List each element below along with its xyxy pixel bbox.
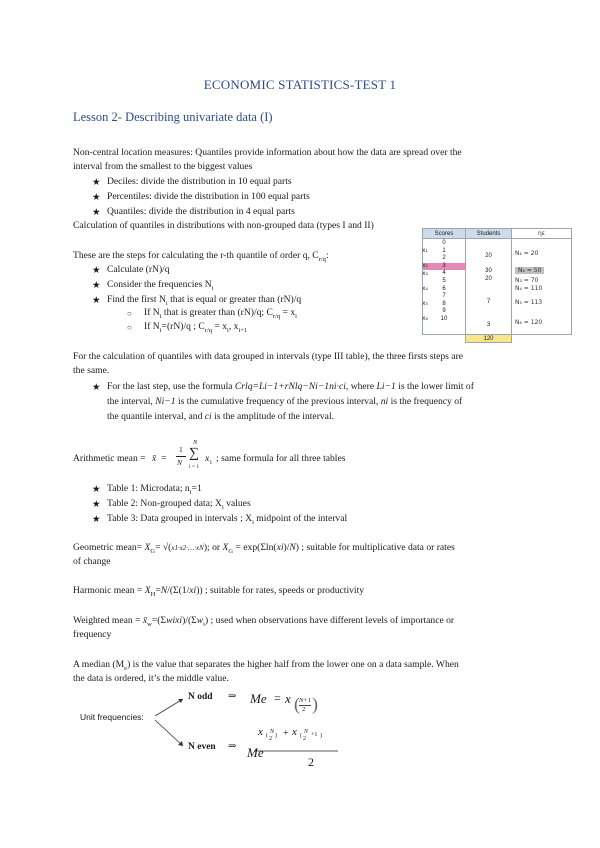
handwritten-mark: x₄ [422, 285, 428, 292]
geometric-mean-line-1: Geometric mean= $X_G=$ √(x1·x2·…·xN); or $X_G = \exp(\Sigma\ln(xi)/N)$ ; suitable for multiplicative data or rates [73, 542, 455, 555]
unit-frequencies-label: Unit frequencies: [80, 712, 144, 722]
quantile-type-percentiles: Percentiles: divide the distribution in 100 equal parts [107, 191, 310, 202]
substep-a: If $N_i$ that is greater than (rN)/q; $C_{r/q} = x_i$ [144, 307, 297, 320]
students-cell: 20 30 20 7 3 [466, 239, 512, 335]
weighted-mean-line-2: frequency [73, 629, 112, 640]
star-bullet-icon: ★ [92, 192, 101, 203]
table-type-3: Table 3: Data grouped in intervals ; $X_i$ midpoint of the interval [107, 513, 348, 526]
steps-intro: These are the steps for calculating the r-th quantile of order q, $C_{r/q}$: [73, 250, 329, 263]
star-bullet-icon: ★ [92, 280, 101, 291]
star-bullet-icon: ★ [92, 514, 101, 525]
page-title: ECONOMIC STATISTICS-TEST 1 [203, 77, 397, 92]
handwritten-notes-cell: N₁ = 20 N₂ = 50 N₃ = 70 N₄ = 110 N₅ = 113 N₆ = 120 [512, 239, 572, 335]
median-line-2: the data is ordered, it’s the middle value. [73, 673, 229, 684]
n-even-label: N even [188, 742, 216, 752]
step-2: Consider the frequencies $N_i$ [107, 279, 214, 292]
step-1: Calculate (rN)/q [107, 264, 170, 275]
handwritten-mark: x₆ [422, 315, 428, 322]
grouped-formula-line-3: the quantile interval, and ci is the amplitude of the interval. [107, 411, 335, 422]
star-bullet-icon: ★ [92, 207, 101, 218]
handwritten-mark: x₃ [422, 270, 428, 277]
star-bullet-icon: ★ [92, 177, 101, 188]
star-bullet-icon: ★ [92, 295, 101, 306]
harmonic-mean-line: Harmonic mean = $X_H=N/(\Sigma(1/xi))$ ; suitable for rates, speeds or productivity [73, 585, 365, 598]
grouped-formula-line-1: For the last step, use the formula Crlq=Li−1+rNlq−Ni−1ni·ci, where Li−1 is the lower limit of [107, 381, 474, 392]
star-bullet-icon: ★ [92, 484, 101, 495]
lesson-heading: Lesson 2- Describing univariate data (I) [73, 110, 273, 124]
grouped-line-2: the same. [73, 365, 110, 376]
implies-arrow-icon: ⇒ [228, 741, 237, 752]
quantile-type-quartiles: Quantiles: divide the distribution in 4 equal parts [107, 206, 295, 217]
n-odd-label: N odd [188, 692, 213, 702]
handwritten-mark: x₅ [422, 300, 428, 307]
step-3: Find the first $N_i$ that is equal or greater than (rN)/q [107, 294, 302, 307]
handwritten-mark: x₂ [422, 262, 428, 269]
circle-bullet-icon: ○ [127, 309, 132, 318]
me-symbol: Me [247, 745, 264, 760]
median-formula-figure: Unit frequencies: N odd ⇒ Me = x ( N+1 2 ) N even ⇒ Me x ( N 2 ) + x ( N 2 +1 ) 2 [80, 686, 360, 776]
table-header-notes: ηε [512, 229, 572, 239]
grouped-formula-line-2: the interval, Ni−1 is the cumulative frequency of the previous interval, ni is the frequency of [107, 396, 463, 407]
star-bullet-icon: ★ [92, 265, 101, 276]
substep-b: If $N_i=(rN)/q$ ; $C_{r/q} = x_i$, $x_{i+1}$ [144, 321, 248, 334]
median-line-1: A median $(M_e)$ is the value that separates the higher half from the lower one on a data sample. When [73, 659, 459, 672]
scores-cell: 0 1 2 3 4 5 6 7 8 9 10 x₁ x₂ x₃ x₄ x₅ x₆ [423, 239, 466, 335]
table-type-1: Table 1: Microdata; $n_i=1$ [107, 483, 202, 496]
students-total: 120 [466, 335, 512, 343]
intro-line-1: Non-central location measures: Quantiles provide information about how the data are spread over the [73, 147, 462, 158]
circle-bullet-icon: ○ [127, 323, 132, 332]
geometric-mean-line-2: of change [73, 556, 111, 567]
implies-arrow-icon: ⇒ [228, 691, 237, 702]
star-bullet-icon: ★ [92, 499, 101, 510]
calc-heading: Calculation of quantiles in distributions with non-grouped data (types I and II) [73, 220, 374, 231]
table-header-students: Students [466, 229, 512, 239]
table-header-scores: Scores [423, 229, 466, 239]
table-type-2: Table 2: Non-grouped data; $X_i$ values [107, 498, 251, 511]
branch-arrows [80, 686, 360, 776]
weighted-mean-line-1: Weighted mean = $x̄_w=(\Sigma wixi)/(\Sigma w_i)$ ; used when observations have different levels of importance or [73, 615, 455, 628]
handwritten-mark: x₁ [422, 247, 428, 254]
intro-line-2: interval from the smallest to the biggest values [73, 161, 253, 172]
quantile-example-table [422, 228, 572, 343]
arithmetic-mean-line: Arithmetic mean = x̄ = 1 N N ∑ i = 1 x i ; same formula for all three tables [73, 439, 346, 470]
quantile-type-deciles: Deciles: divide the distribution in 10 equal parts [107, 176, 292, 187]
grouped-line-1: For the calculation of quantiles with data grouped in intervals (type III table), the three firsts steps are [73, 351, 464, 362]
star-bullet-icon: ★ [92, 382, 101, 393]
me-symbol: Me [250, 691, 267, 706]
